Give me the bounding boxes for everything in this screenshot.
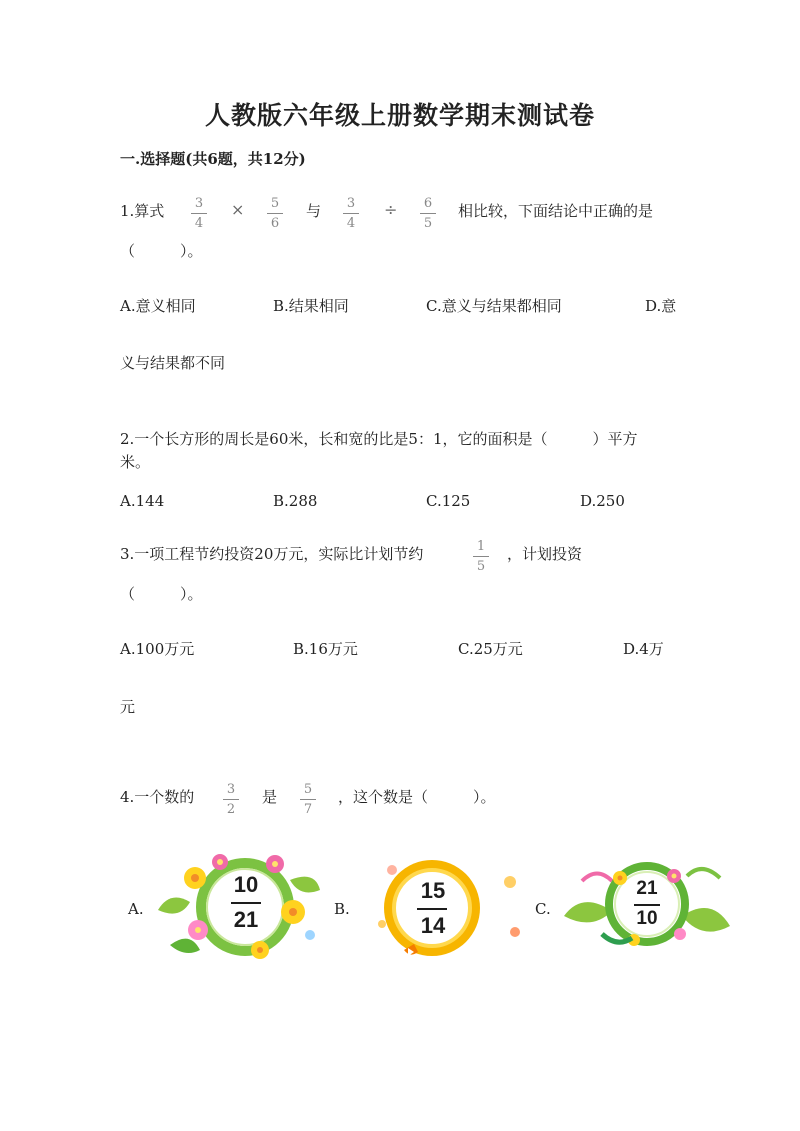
option-b[interactable]: B.288 xyxy=(273,492,318,510)
option-c[interactable]: C.125 xyxy=(426,492,471,510)
question-4-lead: 4.一个数的 xyxy=(120,788,195,806)
option-c-denominator: 10 xyxy=(636,908,658,929)
fraction-numerator: 6 xyxy=(423,196,433,211)
fraction xyxy=(418,196,438,231)
option-b-label[interactable]: B. xyxy=(334,900,350,918)
section-heading: 一.选择题(共6题，共12分) xyxy=(120,150,306,168)
option-b[interactable]: B.16万元 xyxy=(293,640,358,658)
option-d-wrap: 义与结果都不同 xyxy=(120,354,226,372)
option-a-badge[interactable] xyxy=(150,850,326,960)
question-3-lead: 3.一项工程节约投资20万元，实际比计划节约 xyxy=(120,545,424,563)
option-b-denominator: 14 xyxy=(420,913,446,938)
page-title: 人教版六年级上册数学期末测试卷 xyxy=(204,101,595,130)
option-a[interactable]: A.100万元 xyxy=(120,640,195,658)
option-a-numerator: 10 xyxy=(233,872,259,897)
fraction-numerator: 3 xyxy=(346,196,356,211)
gold-ring-icon xyxy=(370,852,526,964)
question-1-tail: 相比较，下面结论中正确的是 xyxy=(458,202,654,220)
fraction xyxy=(189,196,209,231)
answer-blank: （ ）。 xyxy=(120,585,203,603)
fraction xyxy=(265,196,285,231)
option-a[interactable]: A.意义相同 xyxy=(120,297,196,315)
fraction-numerator: 5 xyxy=(270,196,280,211)
option-a[interactable]: A.144 xyxy=(120,492,165,510)
fraction xyxy=(298,782,318,817)
option-c-numerator: 21 xyxy=(636,878,658,899)
fraction-numerator: 3 xyxy=(194,196,204,211)
connector-text: 是 xyxy=(262,788,278,806)
fraction-denominator: 5 xyxy=(423,216,433,231)
fraction-denominator: 4 xyxy=(194,216,204,231)
option-c-badge[interactable] xyxy=(562,856,732,952)
option-c[interactable]: C.25万元 xyxy=(458,640,523,658)
fraction-bar xyxy=(417,908,447,910)
question-3-tail: ，计划投资 xyxy=(507,545,583,563)
fraction-denominator: 6 xyxy=(270,216,280,231)
fraction-numerator: 5 xyxy=(303,782,313,797)
question-2-line1: 2.一个长方形的周长是60米，长和宽的比是5：1，它的面积是（ ）平方 xyxy=(120,430,638,448)
question-2-line2: 米。 xyxy=(120,453,151,471)
fraction-denominator: 2 xyxy=(226,802,236,817)
answer-blank: （ ）。 xyxy=(120,242,203,260)
option-b[interactable]: B.结果相同 xyxy=(273,297,349,315)
connector-text: 与 xyxy=(306,202,322,220)
multiply-sign: × xyxy=(231,200,245,219)
fraction xyxy=(341,196,361,231)
fraction-numerator: 3 xyxy=(226,782,236,797)
fraction xyxy=(221,782,241,817)
fraction-numerator: 1 xyxy=(476,539,486,554)
fraction-bar xyxy=(634,904,660,906)
option-b-badge[interactable] xyxy=(370,852,526,964)
question-1-lead: 1.算式 xyxy=(120,202,165,220)
fraction-denominator: 4 xyxy=(346,216,356,231)
option-b-numerator: 15 xyxy=(420,878,446,903)
option-a-denominator: 21 xyxy=(233,907,259,932)
fraction-bar xyxy=(231,902,261,904)
option-a-label[interactable]: A. xyxy=(128,900,144,918)
option-d[interactable]: D.250 xyxy=(580,492,625,510)
option-d-wrap: 元 xyxy=(120,698,136,716)
question-4-tail: ，这个数是（ ）。 xyxy=(338,788,496,806)
fraction-denominator: 7 xyxy=(303,802,313,817)
option-c[interactable]: C.意义与结果都相同 xyxy=(426,297,562,315)
option-d[interactable]: D.意 xyxy=(645,297,677,315)
fraction xyxy=(471,539,491,574)
flower-wreath-icon xyxy=(150,850,326,960)
option-d[interactable]: D.4万 xyxy=(623,640,664,658)
divide-sign: ÷ xyxy=(384,200,398,219)
fraction-denominator: 5 xyxy=(476,559,486,574)
option-c-label[interactable]: C. xyxy=(535,900,551,918)
